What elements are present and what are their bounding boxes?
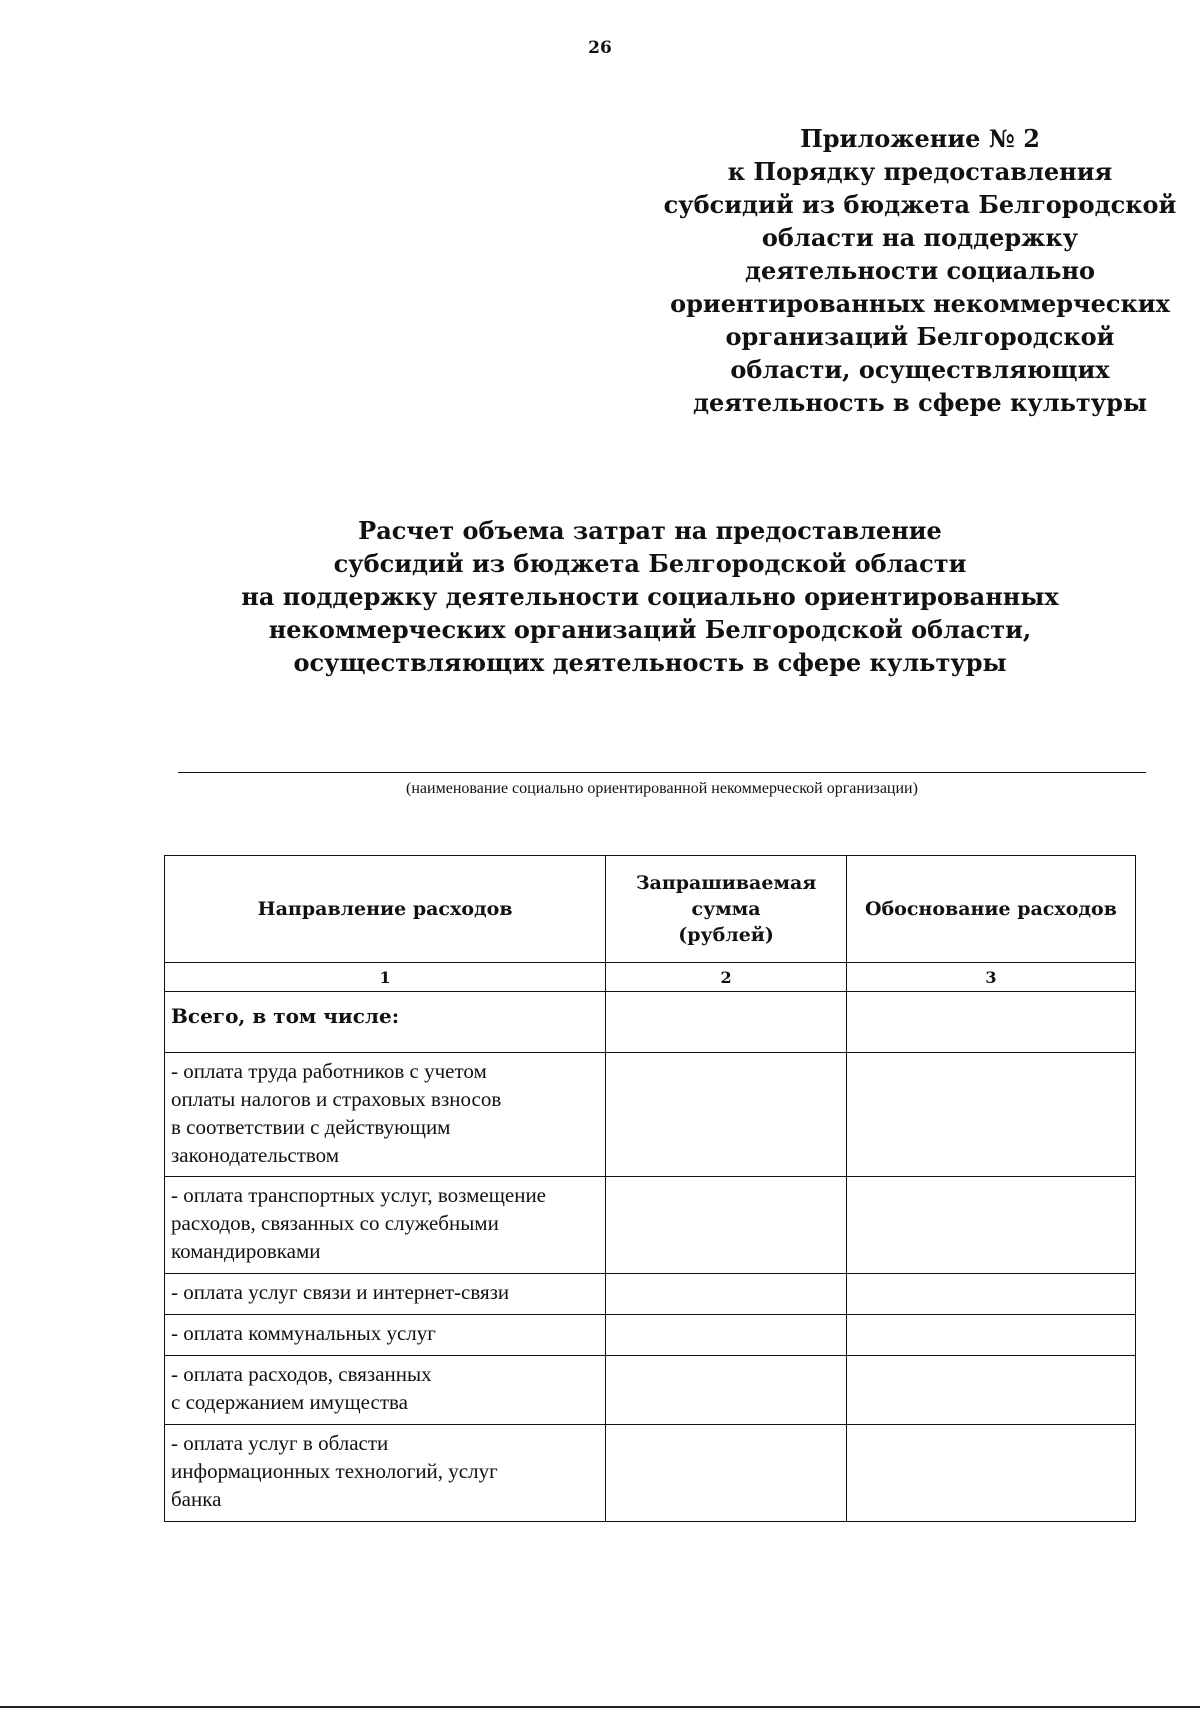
appendix-line: области на поддержку bbox=[761, 223, 1079, 252]
page-number: 26 bbox=[588, 38, 612, 58]
row-label-line: командировками bbox=[171, 1239, 321, 1263]
table-row bbox=[165, 1177, 1136, 1274]
table-row bbox=[165, 1425, 1136, 1522]
amount-cell[interactable] bbox=[606, 1177, 847, 1274]
row-label-line: - оплата коммунальных услуг bbox=[171, 1321, 436, 1345]
row-label-line: - оплата транспортных услуг, возмещение bbox=[171, 1183, 547, 1207]
row-label bbox=[165, 992, 606, 1053]
organization-name-line bbox=[178, 772, 1146, 773]
title-line: субсидий из бюджета Белгородской области bbox=[333, 549, 967, 578]
row-label bbox=[165, 1356, 606, 1425]
title-line: Расчет объема затрат на предоставление bbox=[358, 516, 942, 545]
header-expense-direction: Направление расходов bbox=[165, 856, 606, 963]
column-number: 2 bbox=[606, 963, 847, 992]
document-title bbox=[150, 514, 1150, 679]
amount-cell[interactable] bbox=[606, 1356, 847, 1425]
justification-cell[interactable] bbox=[846, 1425, 1135, 1522]
header-requested-amount bbox=[606, 856, 847, 963]
column-number: 1 bbox=[165, 963, 606, 992]
expenses-table bbox=[164, 855, 1136, 1522]
column-number-row bbox=[165, 963, 1136, 992]
header-line: сумма bbox=[691, 898, 761, 920]
column-number: 3 bbox=[846, 963, 1135, 992]
title-line: на поддержку деятельности социально ориентированных bbox=[241, 582, 1059, 611]
amount-cell[interactable] bbox=[606, 1274, 847, 1315]
row-label-line: Всего, в том числе: bbox=[171, 1004, 400, 1028]
row-label-line: в соответствии с действующим bbox=[171, 1115, 451, 1139]
amount-cell[interactable] bbox=[606, 1315, 847, 1356]
row-label-line: - оплата расходов, связанных bbox=[171, 1362, 432, 1386]
row-label-line: с содержанием имущества bbox=[171, 1390, 408, 1414]
row-label-line: - оплата труда работников с учетом bbox=[171, 1059, 487, 1083]
title-line: осуществляющих деятельность в сфере культуры bbox=[293, 648, 1007, 677]
row-label bbox=[165, 1315, 606, 1356]
header-justification: Обоснование расходов bbox=[846, 856, 1135, 963]
page-bottom-rule bbox=[0, 1706, 1200, 1708]
appendix-line: субсидий из бюджета Белгородской bbox=[663, 190, 1177, 219]
amount-cell[interactable] bbox=[606, 992, 847, 1053]
justification-cell[interactable] bbox=[846, 1053, 1135, 1177]
appendix-heading bbox=[660, 122, 1180, 419]
appendix-line: к Порядку предоставления bbox=[727, 157, 1113, 186]
appendix-line: деятельность в сфере культуры bbox=[693, 388, 1147, 417]
table-row bbox=[165, 1356, 1136, 1425]
row-label-line: законодательством bbox=[171, 1143, 340, 1167]
amount-cell[interactable] bbox=[606, 1053, 847, 1177]
table-row bbox=[165, 992, 1136, 1053]
header-line: (рублей) bbox=[678, 924, 774, 946]
amount-cell[interactable] bbox=[606, 1425, 847, 1522]
justification-cell[interactable] bbox=[846, 1315, 1135, 1356]
appendix-line: организаций Белгородской bbox=[725, 322, 1115, 351]
row-label bbox=[165, 1425, 606, 1522]
table-row bbox=[165, 1315, 1136, 1356]
row-label bbox=[165, 1177, 606, 1274]
header-line: Запрашиваемая bbox=[635, 872, 817, 894]
row-label-line: банка bbox=[171, 1487, 222, 1511]
row-label-line: - оплата услуг связи и интернет-связи bbox=[171, 1280, 510, 1304]
table-header-row bbox=[165, 856, 1136, 963]
appendix-line: Приложение № 2 bbox=[800, 124, 1040, 153]
justification-cell[interactable] bbox=[846, 992, 1135, 1053]
title-line: некоммерческих организаций Белгородской области, bbox=[268, 615, 1032, 644]
table-row bbox=[165, 1274, 1136, 1315]
justification-cell[interactable] bbox=[846, 1274, 1135, 1315]
row-label bbox=[165, 1053, 606, 1177]
row-label-line: расходов, связанных со служебными bbox=[171, 1211, 499, 1235]
row-label-line: информационных технологий, услуг bbox=[171, 1459, 498, 1483]
appendix-line: ориентированных некоммерческих bbox=[670, 289, 1170, 318]
row-label-line: - оплата услуг в области bbox=[171, 1431, 389, 1455]
appendix-line: области, осуществляющих bbox=[730, 355, 1110, 384]
row-label bbox=[165, 1274, 606, 1315]
appendix-line: деятельности социально bbox=[744, 256, 1096, 285]
row-label-line: оплаты налогов и страховых взносов bbox=[171, 1087, 502, 1111]
table-row bbox=[165, 1053, 1136, 1177]
organization-name-caption: (наименование социально ориентированной некоммерческой организации) bbox=[406, 780, 918, 797]
justification-cell[interactable] bbox=[846, 1356, 1135, 1425]
justification-cell[interactable] bbox=[846, 1177, 1135, 1274]
